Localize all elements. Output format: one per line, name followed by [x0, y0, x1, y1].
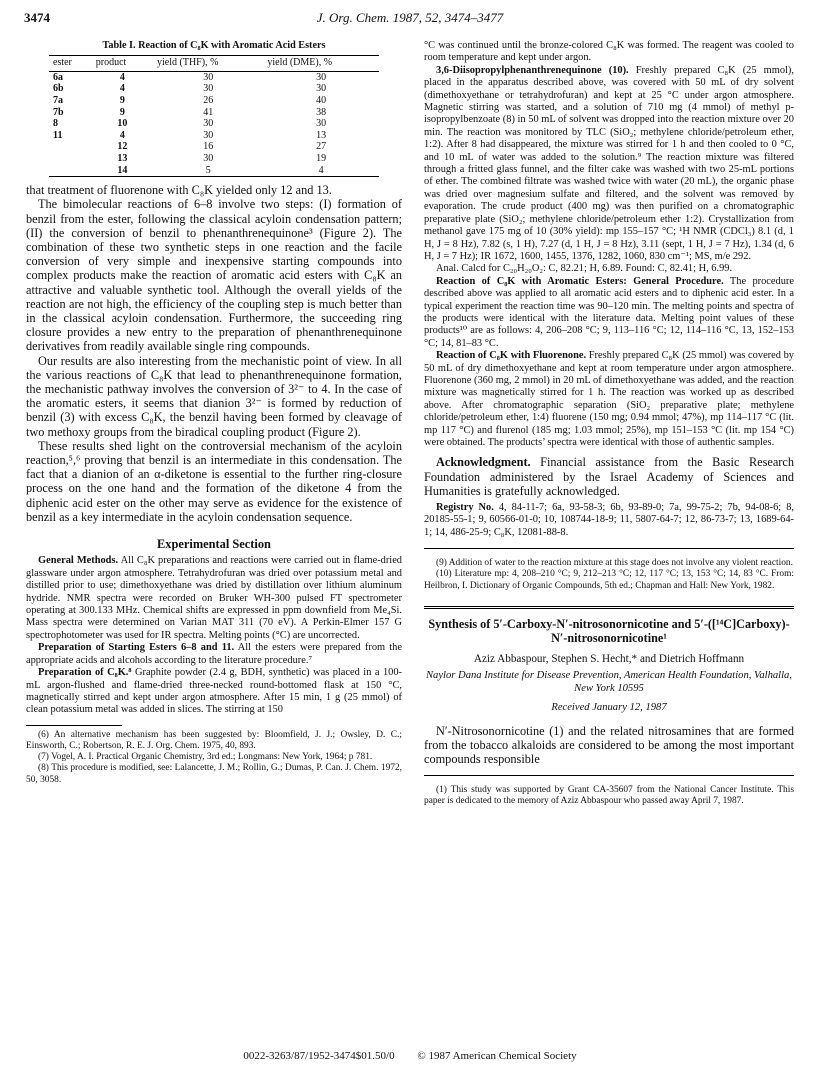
- paragraph: N′-Nitrosonornicotine (1) and the related nitrosamines that are formed from the tobacco alkaloids are considered to be among the most important compounds responsible: [424, 723, 794, 767]
- table-header: yield (DME), %: [263, 56, 379, 71]
- table-row: [49, 141, 379, 153]
- page-header: [24, 10, 796, 28]
- paragraph: Anal. Calcd for C₂₀H₂₀O₂: C, 82.21; H, 6.89. Found: C, 82.41; H, 6.99.: [436, 263, 733, 275]
- table-row: [49, 95, 379, 107]
- table-header: ester: [49, 56, 92, 71]
- article-code: 0022-3263/87/1952-3474$01.50/0: [243, 1050, 395, 1062]
- table-cell: 19: [316, 152, 327, 164]
- article-authors: Aziz Abbaspour, Stephen S. Hecht,* and Dietrich Hoffmann: [473, 652, 745, 665]
- table-cell: 40: [316, 95, 327, 106]
- table-cell: 30: [203, 152, 214, 164]
- received-date: Received January 12, 1987: [551, 702, 667, 714]
- table-cell: 5: [153, 165, 263, 177]
- paragraph: °C was continued until the bronze-colored C₈K was formed. The reagent was cooled to room temperature and kept under argon.: [424, 40, 794, 64]
- right-column: [424, 40, 794, 808]
- section-heading: Experimental Section: [157, 537, 271, 552]
- paragraph-text: Freshly prepared C₈K (25 mmol) was covered by 50 mL of dry dimethoxyethane and kept at room temperature under argon atmosphere. Fluorenone (360 mg, 2 mmol) in 20 mL of dimethoxyethane was added, and the reaction mixture was magnetically stirred for 1 h. The reaction was worked up as described above. After chromatographic separation (SiO₂ preparative plate; methylene chloride/petroleum ether, 1:4) fluorene (150 mg; 0.94 mmol; 47%), mp 114–117 °C (lit. mp 117 °C) and flurenol (185 mg; 1.03 mmol; 25%), mp 151–153 °C (lit. mp 154 °C) were obtained. The products’ spectra were identical with those of authentic samples.: [424, 350, 794, 448]
- paragraph-text: All C₈K preparations and reactions were carried out in flame-dried glassware under argon atmosphere. Tetrahydrofuran was dried over potassium metal and distilled prior to use; dimethoxyethane was dried by distillation over lithium aluminum hydride. NMR spectra were recorded on Bruker WH-300 pulsed FT spectrometer operating at 300.133 MHz. Chemical shifts are expressed in ppm downfield from Me₄Si. Mass spectra were determined on Varian MAT 311 (70 eV). A Perkin-Elmer 157 G spectrophotometer was used for IR spectra. Melting points (°C) are uncorrected.: [26, 555, 403, 641]
- table-cell: 7b: [53, 106, 64, 118]
- table-row: [49, 107, 379, 119]
- article-affiliation: Naylor Dana Institute for Disease Prevention, American Health Foundation, Valhalla, New York 10595: [425, 670, 793, 694]
- table-cell: 30: [316, 83, 327, 95]
- paragraph-text: The procedure described above was applied to all aromatic acid esters and to diphenic acid ester. In a typical experiment the reaction time was 90–120 min. The melting points and spectra of the products were identical with the literature data. Melting point values of these products¹⁰ are as follows: 4, 206–208 °C; 9, 113–116 °C; 12, 114–116 °C, 13, 152–153 °C; 14, 81–83 °C.: [424, 275, 794, 349]
- paragraph-text: Graphite powder (2.4 g, BDH, synthetic) was placed in a 100-mL argon-flushed and flame-dried three-necked round-bottomed flask at 150 °C, magnetically stirred and kept under argon atmosphere. After 15 min, 1 g (25 mmol) of clean potassium metal was added in slices. The stirring at 150: [26, 667, 402, 716]
- paragraph-text: Freshly prepared C₈K (25 mmol), placed in the apparatus described above, was covered with 50 mL of dry solvent (dimethoxyethane or tetrahydrofuran) and kept at 25 °C under argon atmosphere. Magnetic stirring was started, and a solution of 710 mg (4 mmol) of methyl p-isopropylbenzoate (8) in 50 mL of solvent was dropped into the reaction mixture over 20 min. The reaction was monitored by TLC (SiO₂; methylene chloride/petroleum ether, 1:2). After 8 had disappeared, the mixture was stirred for 1 h and then cooled to 0 °C, and 10 mL of water was added to the solution.⁹ The reaction mixture was filtered through a fritted glass funnel, and the filter cake was washed with two 25-mL portions of ether. The combined filtrate was washed twice with water (20 mL), the organic phase was dried over magnesium sulfate and filtered, and the solvent was removed by evaporation. The crude product (400 mg) was then purified on a chromatographic preparative plate (SiO₂; methylene chloride/petroleum ether 1:2). Crystallization from methanol gave 175 mg of 10 (30% yield): mp 155–157 °C; ¹H NMR (CDCl₃) 8.1 (d, 1 H, J = 8 Hz), 7.82 (s, 1 H), 7.27 (d, 1 H, J = 8 Hz), 3.11 (sept, 1 H, J = 7 Hz), 1.34 (d, 6 H, J = 7 Hz); IR 1672, 1600, 1455, 1376, 1282, 1060, 830 cm⁻¹; MS, m/e 292.: [424, 64, 794, 262]
- run-in-heading: Reaction of C₈K with Aromatic Esters: General Procedure.: [436, 275, 724, 287]
- run-in-heading: General Methods.: [38, 555, 119, 567]
- table-cell: 12: [117, 141, 128, 153]
- footnote-rule: [424, 548, 794, 549]
- run-in-heading: 3,6-Diisopropylphenanthrenequinone (10).: [436, 64, 629, 76]
- table-cell: 4: [119, 71, 125, 83]
- table-row: [49, 130, 379, 142]
- paragraph-text: Financial assistance from the Basic Research Foundation administered by the Israel Academy of Sciences and Humanities is gratefully acknowledged.: [424, 455, 795, 498]
- footnote-rule: [424, 775, 794, 776]
- run-in-heading: Reaction of C₈K with Fluorenone.: [436, 350, 587, 362]
- run-in-heading: Registry No.: [436, 502, 494, 514]
- table-cell: 27: [316, 141, 327, 153]
- table-cell: 30: [203, 129, 214, 141]
- paragraph: Our results are also interesting from the mechanistic point of view. In all the various reactions of C₈K that lead to phenanthrenequinone formation, the mechanistic pathway involves the conversion of 3²⁻ to 4. In the case of the aromatic esters, it seems that dianion 3²⁻ is formed by reduction of benzil (3) with excess C₈K, the benzil having been formed by cleavage of two methoxy groups from the biradical coupling product (Figure 2).: [26, 353, 402, 439]
- table-row: [49, 118, 379, 130]
- footnote-rule: [26, 725, 122, 726]
- table-cell: 38: [316, 106, 327, 118]
- table-cell: 26: [203, 95, 214, 106]
- table-cell: 30: [203, 118, 214, 130]
- run-in-heading: Preparation of C₈K.⁸: [38, 667, 132, 679]
- table-cell: 30: [316, 71, 327, 83]
- table-cell: 30: [203, 71, 214, 83]
- table-cell: 9: [119, 95, 125, 106]
- paragraph: These results shed light on the controversial mechanism of the acyloin reaction,⁵,⁶ proving that benzil is an intermediate in this condensation. The fact that a dianion of an α-diketone is essential to the further ring-closure process on the one hand and the formation of the diketone 4 from the diphenic acid ester on the other may serve as evidence for the existence of benzil as a key intermediate in the acyloin condensation sequence.: [26, 438, 402, 524]
- footnote: (6) An alternative mechanism has been suggested by: Bloomfield, J. J.; Owsley, D. C.; Einsworth, C.; Robertson, R. E. J. Org. Chem. 1975, 40, 893.: [26, 729, 402, 751]
- table-cell: [49, 153, 92, 165]
- table-row: [49, 83, 379, 95]
- footnote: (8) This procedure is modified, see: Lalancette, J. M.; Rollin, G.; Dumas, P. Can. J. Chem. 1972, 50, 3058.: [26, 763, 402, 785]
- paragraph: [424, 276, 794, 350]
- registry-numbers: [424, 502, 794, 539]
- table-cell: [49, 165, 92, 177]
- table-row: [49, 165, 379, 177]
- table-cell: 9: [119, 106, 125, 118]
- table-cell: 4: [263, 165, 379, 177]
- table-row: [49, 153, 379, 165]
- paragraph: The bimolecular reactions of 6–8 involve two steps: (I) formation of benzil from the ester, following the classical acyloin condensation pattern; (II) the conversion of benzil to phenanthrenequinone³ (Figure 2). The combination of these two synthetic steps in one reaction and the facile conversion of very simple and inexpensive starting compounds into complex products make the reaction of aromatic acid esters with C₈K an attractive and valuable synthetic tool. Although the overall yields of the reaction are not high, the efficiency of the coupling step is much better than in the classical acyloin condensation. Furthermore, the succeeding ring closure provides a new entry to the preparation of phenanthrenequinone derivatives from readily available single ring compounds.: [26, 197, 402, 354]
- table-cell: 11: [53, 129, 63, 141]
- copyright: © 1987 American Chemical Society: [417, 1050, 577, 1062]
- paragraph: [26, 555, 402, 642]
- table-cell: 30: [203, 83, 214, 95]
- table-cell: 14: [92, 165, 153, 177]
- footnote: (9) Addition of water to the reaction mixture at this stage does not involve any violent reaction.: [436, 558, 793, 569]
- paragraph-text: All the esters were prepared from the appropriate acids and alcohols according to the literature procedure.⁷: [26, 642, 402, 666]
- page-footer: [0, 1050, 820, 1062]
- table-cell: 7a: [53, 95, 63, 106]
- acknowledgment: [424, 455, 794, 498]
- journal-citation: J. Org. Chem. 1987, 52, 3474–3477: [316, 10, 504, 25]
- article-title: Synthesis of 5′-Carboxy-N′-nitrosonornicotine and 5′-([¹⁴C]Carboxy)-N′-nitrosonornicotine¹: [428, 616, 790, 646]
- run-in-heading: Acknowledgment.: [436, 455, 531, 470]
- paragraph: [26, 667, 402, 717]
- table-cell: [49, 141, 92, 153]
- footnote: (10) Literature mp: 4, 208–210 °C; 9, 212–213 °C; 12, 117 °C; 13, 153 °C; 14, 83 °C. From: Heilbron, I. Dictionary of Organic Compounds, 5th ed.; Chapman and Hall: New York, 1982.: [424, 569, 794, 591]
- footnote: (7) Vogel, A. I. Practical Organic Chemistry, 3rd ed.; Longmans: New York, 1964; p 781.: [38, 752, 373, 763]
- table-cell: 41: [203, 106, 214, 118]
- table-cell: 10: [117, 118, 128, 130]
- left-column: [26, 40, 402, 786]
- table-cell: 4: [119, 83, 125, 95]
- table-cell: 8: [53, 118, 58, 130]
- table-cell: 6a: [53, 71, 63, 83]
- table-cell: 16: [203, 141, 214, 153]
- table-cell: 6b: [53, 83, 64, 95]
- table-header: yield (THF), %: [153, 56, 263, 71]
- paragraph-text: 4, 84-11-7; 6a, 93-58-3; 6b, 93-89-0; 7a, 99-75-2; 7b, 94-08-6; 8, 20185-55-1; 9, 60566-01-0; 10, 108744-18-9; 11, 5807-64-7; 12, 86-73-7; 13, 1689-64-1; 14, 486-25-9; C₈K, 12081-88-8.: [424, 502, 794, 538]
- run-in-heading: Preparation of Starting Esters 6–8 and 11.: [38, 642, 235, 654]
- paragraph: [26, 642, 402, 667]
- paragraph: that treatment of fluorenone with C₈K yielded only 12 and 13.: [26, 183, 332, 198]
- table-cell: 30: [316, 118, 327, 130]
- page-number: 3474: [24, 10, 50, 25]
- table-row: [49, 71, 379, 83]
- table-1: [49, 40, 379, 177]
- article-separator: [424, 606, 794, 609]
- table-header: product: [92, 56, 153, 71]
- paragraph: [424, 350, 794, 449]
- table-caption: Table I. Reaction of C₈K with Aromatic Acid Esters: [102, 40, 326, 51]
- table-cell: 4: [119, 129, 125, 141]
- paragraph: [424, 65, 794, 264]
- footnote: (1) This study was supported by Grant CA-35607 from the National Cancer Institute. This paper is dedicated to the memory of Aziz Abbaspour who passed away April 7, 1987.: [424, 785, 794, 807]
- table-cell: 13: [117, 152, 128, 164]
- table-cell: 13: [316, 129, 327, 141]
